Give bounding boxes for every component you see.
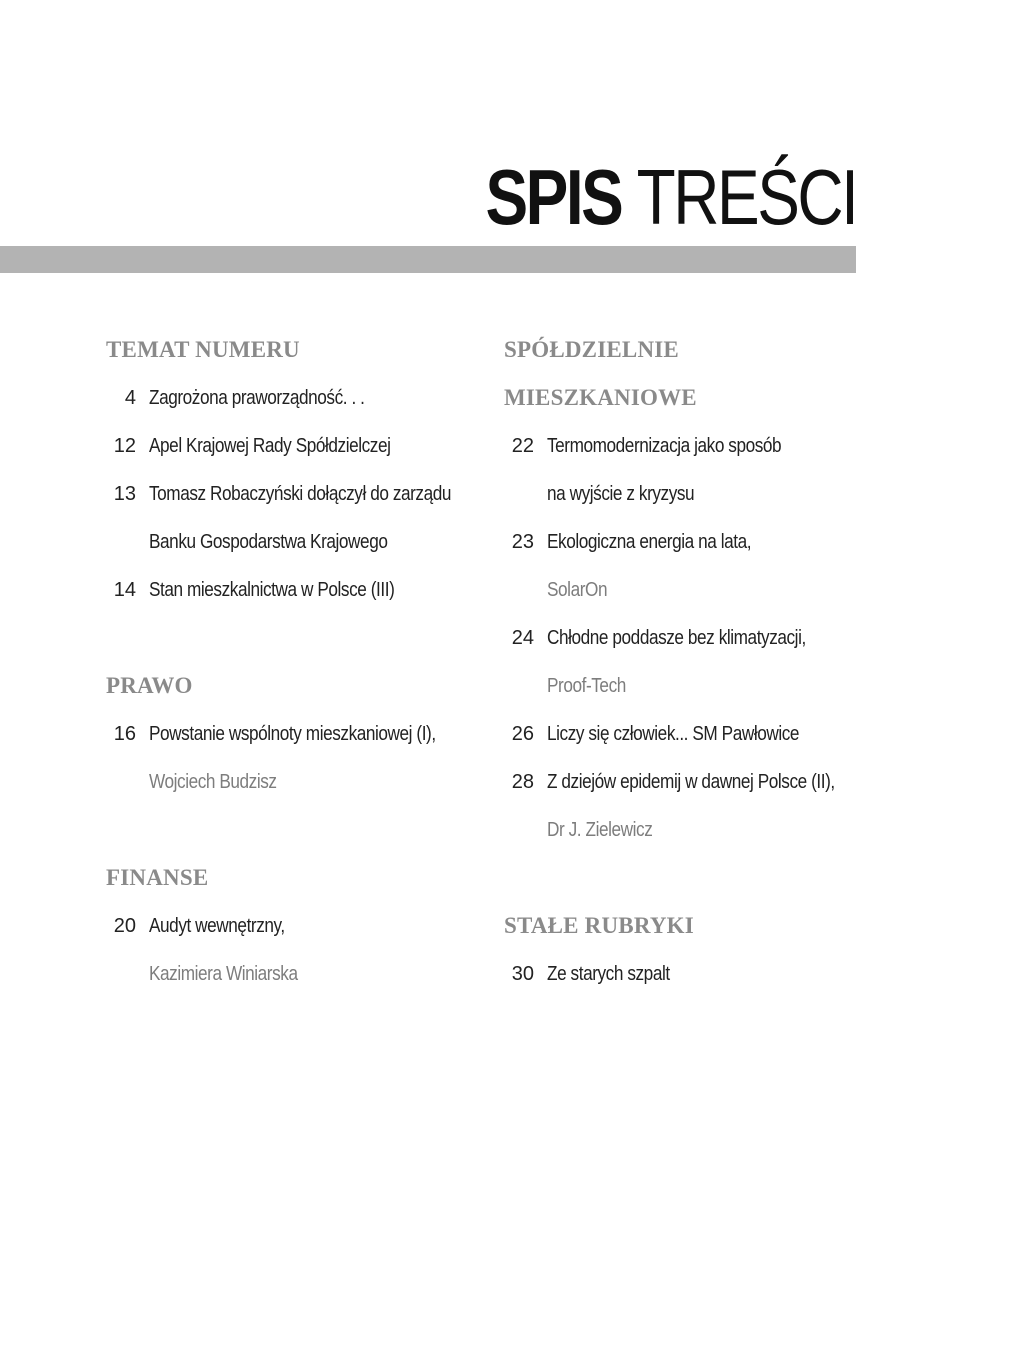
toc-entry-author bbox=[504, 806, 884, 854]
toc-entry[interactable] bbox=[504, 422, 884, 470]
toc-entry-author bbox=[106, 950, 486, 998]
toc-entry[interactable] bbox=[504, 758, 884, 806]
toc-entry[interactable] bbox=[106, 470, 486, 518]
entry-author: Proof-Tech bbox=[547, 675, 626, 697]
entry-title: Termomodernizacja jako sposób bbox=[547, 435, 782, 457]
section-spacer bbox=[106, 806, 486, 854]
entry-title: Tomasz Robaczyński dołączył do zarządu bbox=[149, 483, 452, 505]
toc-right-column bbox=[504, 326, 884, 998]
entry-author: Dr J. Zielewicz bbox=[547, 819, 653, 841]
entry-title: Powstanie wspólnoty mieszkaniowej (I), bbox=[149, 723, 436, 745]
toc-entry-continuation bbox=[106, 518, 486, 566]
section-heading-finanse: FINANSE bbox=[106, 865, 209, 890]
page-number: 23 bbox=[511, 531, 534, 553]
section-heading-prawo: PRAWO bbox=[106, 673, 193, 698]
page-number: 24 bbox=[511, 627, 534, 649]
toc-entry[interactable] bbox=[504, 518, 884, 566]
entry-title: Stan mieszkalnictwa w Polsce (III) bbox=[149, 579, 395, 601]
toc-entry-continuation bbox=[504, 470, 884, 518]
toc-left-column bbox=[106, 326, 486, 998]
page-title-light: TREŚCI bbox=[636, 153, 856, 241]
toc-entry[interactable] bbox=[504, 950, 884, 998]
page-number: 13 bbox=[113, 483, 136, 505]
entry-title: Liczy się człowiek... SM Pawłowice bbox=[547, 723, 800, 745]
toc-entry[interactable] bbox=[106, 710, 486, 758]
page-number: 30 bbox=[511, 963, 534, 985]
toc-entry[interactable] bbox=[106, 374, 486, 422]
toc-entry-author bbox=[504, 566, 884, 614]
entry-author: SolarOn bbox=[547, 579, 608, 601]
page-number: 20 bbox=[113, 915, 136, 937]
entry-title: Ze starych szpalt bbox=[547, 963, 670, 985]
page-number: 4 bbox=[124, 387, 136, 409]
entry-author: Wojciech Budzisz bbox=[149, 771, 277, 793]
page-title-bold: SPIS bbox=[484, 153, 621, 241]
toc-entry[interactable] bbox=[106, 422, 486, 470]
entry-title-continued: Banku Gospodarstwa Krajowego bbox=[149, 531, 388, 553]
section-heading-spoldzielnie-line1: SPÓŁDZIELNIE bbox=[504, 337, 679, 362]
toc-entry-author bbox=[504, 662, 884, 710]
entry-title-continued: na wyjście z kryzysu bbox=[547, 483, 695, 505]
toc-entry[interactable] bbox=[106, 566, 486, 614]
entry-title: Ekologiczna energia na lata, bbox=[547, 531, 752, 553]
entry-title: Apel Krajowej Rady Spółdzielczej bbox=[149, 435, 391, 457]
section-heading-stale-rubryki: STAŁE RUBRYKI bbox=[504, 913, 694, 938]
entry-title: Audyt wewnętrzny, bbox=[149, 915, 285, 937]
page-number: 28 bbox=[511, 771, 534, 793]
section-heading-spoldzielnie-line2: MIESZKANIOWE bbox=[504, 385, 697, 410]
page-title bbox=[485, 152, 856, 242]
toc-entry[interactable] bbox=[504, 710, 884, 758]
page-number: 16 bbox=[113, 723, 136, 745]
page-number: 22 bbox=[511, 435, 534, 457]
toc-entry-author bbox=[106, 758, 486, 806]
entry-title: Chłodne poddasze bez klimatyzacji, bbox=[547, 627, 806, 649]
entry-title: Zagrożona praworządność. . . bbox=[149, 387, 365, 409]
entry-title: Z dziejów epidemij w dawnej Polsce (II), bbox=[547, 771, 835, 793]
section-spacer bbox=[106, 614, 486, 662]
page-number: 12 bbox=[113, 435, 136, 457]
section-spacer bbox=[504, 854, 884, 902]
page-number: 26 bbox=[511, 723, 534, 745]
title-underline-bar bbox=[0, 246, 856, 273]
entry-author: Kazimiera Winiarska bbox=[149, 963, 298, 985]
toc-entry[interactable] bbox=[106, 902, 486, 950]
toc-entry[interactable] bbox=[504, 614, 884, 662]
page-number: 14 bbox=[113, 579, 136, 601]
section-heading-temat-numeru: TEMAT NUMERU bbox=[106, 337, 300, 362]
